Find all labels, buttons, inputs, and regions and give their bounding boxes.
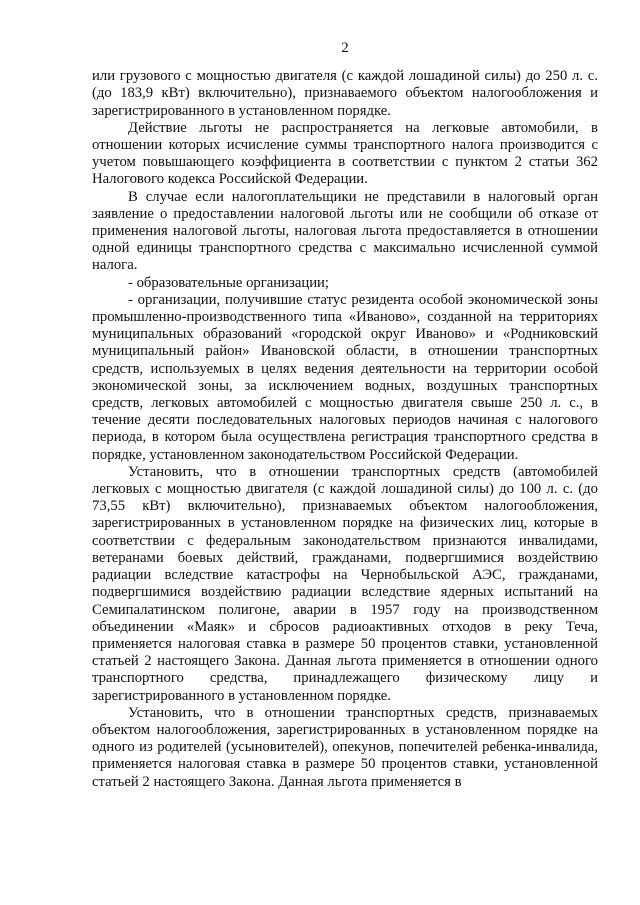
page-number: 2 <box>341 40 349 56</box>
paragraph-reduced-rate-parents: Установить, что в отношении транспортных средств, признаваемых объектом налогообложения, зарегистрированных в установленном порядке на одного из родителей (усыновителей), опекунов, попечителей ребенка-инвалида, применяется налоговая ставка в размере 50 процентов ставки, установленной статьей 2 настоящего Закона. Данная льгота применяется в <box>92 704 598 790</box>
paragraph-benefit-exclusion: Действие льготы не распространяется на легковые автомобили, в отношении которых исчисление суммы транспортного налога производится с учетом повышающего коэффициента в соответствии с пунктом 2 статьи 362 Налогового кодекса Российской Федерации. <box>92 119 598 188</box>
paragraph-continuation: или грузового с мощностью двигателя (с каждой лошадиной силы) до 250 л. с. (до 183,9 кВт) включительно), признаваемого объектом налогообложения и зарегистрированного в установленном порядке. <box>92 68 598 119</box>
paragraph-no-application: В случае если налогоплательщики не представили в налоговый орган заявление о предоставлении налоговой льготы или не сообщили об отказе от применения налоговой льготы, налоговая льгота предоставляется в отношении одной единицы транспортного средства с максимально исчисленной суммой налога. <box>92 188 598 274</box>
paragraph-reduced-rate-individuals: Установить, что в отношении транспортных средств (автомобилей легковых с мощностью двигателя (с каждой лошадиной силы) до 100 л. с. (до 73,55 кВт) включительно), признаваемых объектом налогообложения, зарегистрированных в установленном порядке на физических лиц, которые в соответствии с федеральным законодательством признаются инвалидами, ветеранами боевых действий, гражданами, подвергшимися воздействию радиации вследствие катастрофы на Чернобыльской АЭС, гражданами, подвергшимися воздействию радиации вследствие ядерных испытаний на Семипалатинском полигоне, аварии в 1957 году на производственном объединении «Маяк» и сбросов радиоактивных отходов в реку Теча, применяется налоговая ставка в размере 50 процентов ставки, установленной статьей 2 настоящего Закона. Данная льгота применяется в отношении одного транспортного средства, принадлежащего физическому лицу и зарегистрированного в установленном порядке. <box>92 463 598 704</box>
list-item-educational-organizations: - образовательные организации; <box>128 274 329 291</box>
list-item-sez-residents: - организации, получившие статус резидента особой экономической зоны промышленно-производственного типа «Иваново», созданной на территориях муниципальных образований «городской округ Иваново» и «Родниковский муниципальный район» Ивановской области, в отношении транспортных средств, используемых в целях ведения деятельности на территории особой экономической зоны, за исключением водных, воздушных транспортных средств, легковых автомобилей с мощностью двигателя свыше 250 л. с., в течение десяти последовательных налоговых периодов начиная с налогового периода, в котором была осуществлена регистрация транспортного средства в порядке, установленном законодательством Российской Федерации. <box>92 291 598 463</box>
document-page <box>92 40 598 791</box>
